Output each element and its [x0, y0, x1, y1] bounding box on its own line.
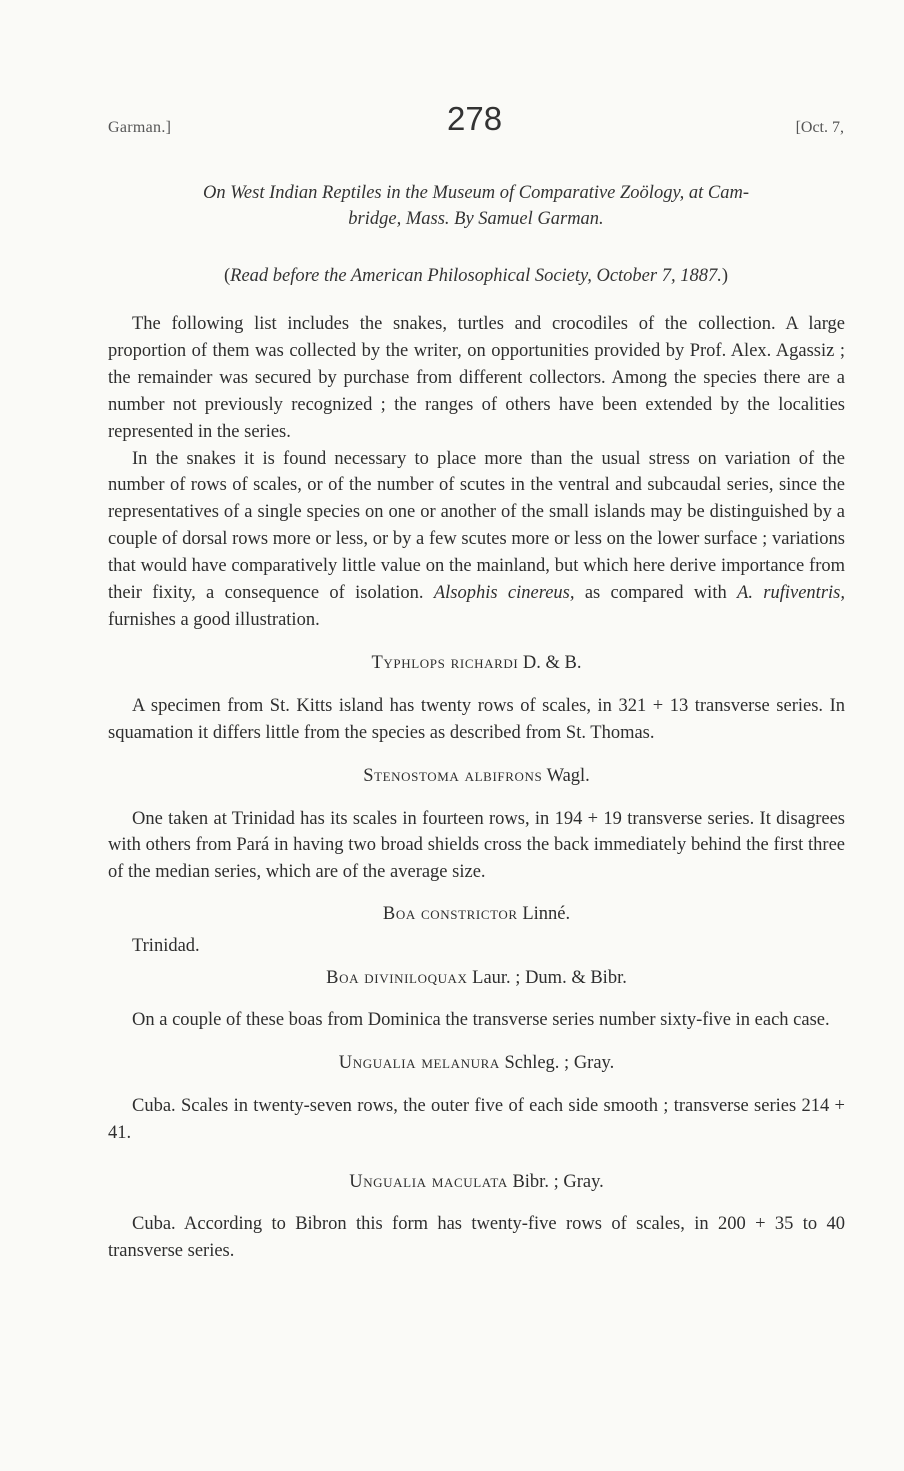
species-heading-authority: Bibr. ; Gray. [507, 1171, 604, 1192]
running-header-author: Garman.] [108, 119, 172, 136]
intro-paragraph-2 [108, 446, 845, 634]
species-description: On a couple of these boas from Dominica the transverse series number sixty-five in each case. [132, 1009, 830, 1030]
species-description: One taken at Trinidad has its scales in fourteen rows, in 194 + 19 transverse series. It disagrees with others from Pará in having two broad shields cross the back immediately behind the first three of the median series, which are of the average size. [108, 808, 845, 883]
article-title-line-1: On West Indian Reptiles in the Museum of Comparative Zoölogy, at Cam- [202, 183, 750, 203]
species-description: Cuba. Scales in twenty-seven rows, the outer five of each side smooth ; transverse series 214 + 41. [108, 1095, 845, 1143]
read-note-close-paren: ) [721, 266, 729, 286]
species-heading-name: Typhlops richardi [371, 652, 519, 673]
running-header-date: [Oct. 7, [795, 119, 844, 136]
species-heading-boa-diviniloquax [108, 965, 845, 992]
species-heading-ungualia-melanura [108, 1050, 845, 1077]
species-heading-ungualia-maculata [108, 1169, 845, 1196]
intro-paragraph-2-text-b: as compared with [574, 583, 738, 604]
species-heading-authority: Wagl. [542, 765, 590, 786]
species-heading-name: Stenostoma albifrons [363, 765, 543, 786]
species-description: Trinidad. [132, 936, 200, 957]
species-heading-authority: D. & B. [518, 652, 582, 673]
article-title [108, 180, 844, 232]
page-number: 278 [447, 100, 503, 137]
species-heading-boa-constrictor [108, 901, 845, 928]
species-description: Cuba. According to Bibron this form has twenty-five rows of scales, in 200 + 35 to 40 transverse series. [108, 1214, 845, 1262]
intro-paragraph-2-text-a: In the snakes it is found necessary to place more than the usual stress on variation of the number of rows of scales, or of the number of scutes in the ventral and subcaudal series, since the representatives of a single species on one or another of the small islands may be distinguished by a couple of dorsal rows more or less, or by a few scutes more or less on the lower surface ; variations that would have comparatively little value on the mainland, but which here derive importance from their fixity, a consequence of isolation. [108, 448, 845, 604]
intro-paragraph-1: The following list includes the snakes, turtles and crocodiles of the collection. A large proportion of them was collected by the writer, on opportunities provided by Prof. Alex. Agassiz ; the remainder was secured by purchase from different collectors. Among the species there are a number not previously recognized ; the ranges of others have been extended by the localities represented in the series. [108, 314, 845, 442]
species-description: A specimen from St. Kitts island has twenty rows of scales, in 321 + 13 transverse series. In squamation it differs little from the species as described from St. Thomas. [108, 695, 845, 743]
species-heading-name: Ungualia maculata [349, 1171, 508, 1192]
species-heading-name: Boa diviniloquax [326, 968, 468, 989]
article-title-line-2: bridge, Mass. By Samuel Garman. [348, 209, 604, 229]
species-heading-name: Ungualia melanura [338, 1052, 500, 1073]
species-name-alsophis-cinereus: Alsophis cinereus, [433, 583, 575, 604]
intro-paragraph-2-text-c: furnishes a good illustration. [108, 609, 320, 630]
read-note-text: Read before the American Philosophical Society, October 7, 1887. [230, 266, 722, 286]
species-heading-stenostoma-albifrons [108, 763, 845, 790]
article-body [108, 311, 845, 1265]
species-name-alsophis-rufiventris: A. rufiventris, [737, 583, 845, 604]
species-heading-authority: Schleg. ; Gray. [499, 1052, 615, 1073]
species-heading-authority: Linné. [517, 904, 571, 925]
species-heading-typhlops-richardi [108, 650, 845, 677]
species-heading-authority: Laur. ; Dum. & Bibr. [467, 968, 627, 989]
read-note-open-paren: ( [223, 266, 231, 286]
read-before-note [108, 266, 844, 287]
species-heading-name: Boa constrictor [382, 904, 518, 925]
